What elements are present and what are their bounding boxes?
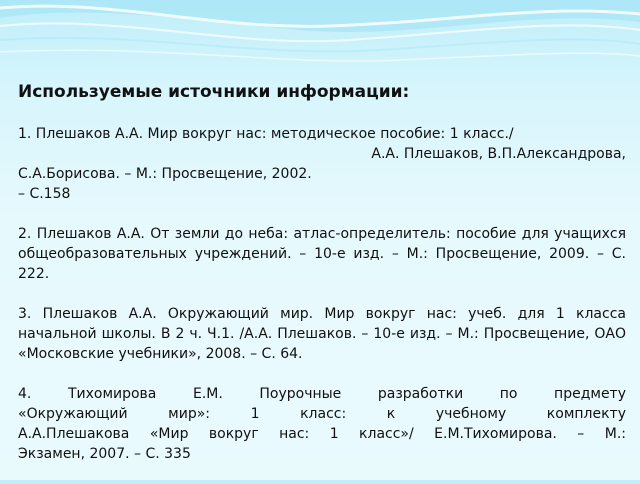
source-1-line-4: – С.158 — [18, 186, 71, 202]
decorative-wave-header — [0, 0, 640, 70]
source-1-line-1: 1. Плешаков А.А. Мир вокруг нас: методическое пособие: 1 класс./ — [18, 126, 514, 142]
source-4-line-1: 4. Тихомирова Е.М. Поурочные разработки по предмету — [18, 386, 626, 402]
source-4-line-3: А.А.Плешакова «Мир вокруг нас: 1 класс»/ Е.М.Тихомирова. – М.: — [18, 426, 626, 442]
sources-list — [18, 124, 626, 484]
slide-title: Используемые источники информации: — [18, 82, 410, 102]
source-1-line-2: А.А. Плешаков, В.П.Александрова, — [371, 146, 626, 162]
source-item-3: 3. Плешаков А.А. Окружающий мир. Мир вокруг нас: учеб. для 1 класса начальной школы. В 2 ч. Ч.1. /А.А. Плешаков. – 10-е изд. – М.: Просвещение, ОАО «Московские учебники», 2008. – С. 64. — [18, 306, 626, 362]
source-4-line-4: Экзамен, 2007. – С. 335 — [18, 446, 191, 462]
source-item-1 — [18, 124, 626, 204]
source-4-line-2: «Окружающий мир»: 1 класс: к учебному комплекту — [18, 406, 626, 422]
source-1-line-3: С.А.Борисова. – М.: Просвещение, 2002. — [18, 166, 312, 182]
source-item-4 — [18, 384, 626, 464]
source-item-2: 2. Плешаков А.А. От земли до неба: атлас-определитель: пособие для учащихся общеобразовательных учреждений. – 10-е изд. – М.: Просвещение, 2009. – С. 222. — [18, 226, 626, 282]
